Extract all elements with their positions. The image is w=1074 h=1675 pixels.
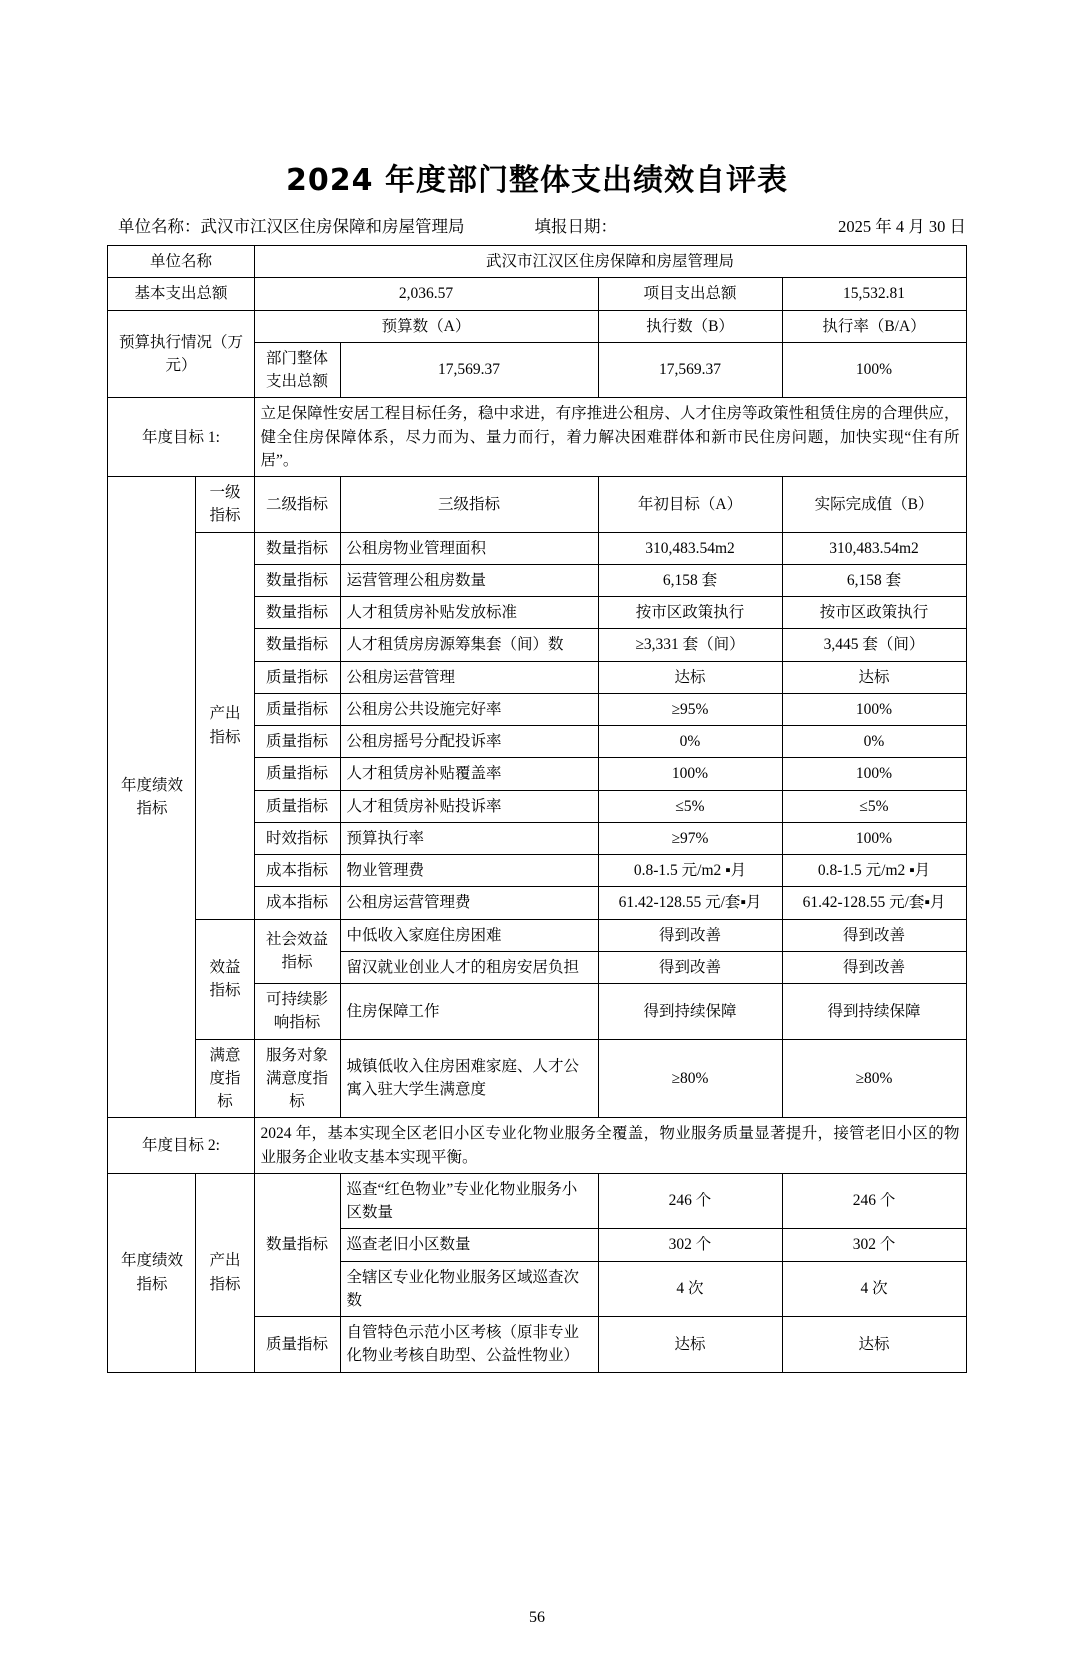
table-row bbox=[108, 246, 966, 278]
budget-col-a: 预算数（A） bbox=[254, 310, 598, 342]
actual-cell: 得到改善 bbox=[782, 919, 966, 951]
col-header-level3: 三级指标 bbox=[340, 477, 598, 533]
col-header-target: 年初目标（A） bbox=[598, 477, 782, 533]
level3-cell: 人才租赁房补贴发放标准 bbox=[340, 597, 598, 629]
target-cell: 6,158 套 bbox=[598, 564, 782, 596]
target-cell: 310,483.54m2 bbox=[598, 532, 782, 564]
dept-total-a: 17,569.37 bbox=[340, 342, 598, 398]
level3-cell: 全辖区专业化物业服务区域巡查次数 bbox=[340, 1261, 598, 1317]
level2-cell: 数量指标 bbox=[254, 532, 340, 564]
target-cell: ≥3,331 套（间） bbox=[598, 629, 782, 661]
table-row bbox=[108, 1173, 966, 1229]
target-cell: 0.8-1.5 元/m2 ▪月 bbox=[598, 855, 782, 887]
budget-col-b: 执行数（B） bbox=[598, 310, 782, 342]
actual-cell: 100% bbox=[782, 758, 966, 790]
target-cell: 得到持续保障 bbox=[598, 984, 782, 1040]
level2-cell: 时效指标 bbox=[254, 822, 340, 854]
document-page bbox=[0, 155, 1074, 1675]
target-cell: ≥97% bbox=[598, 822, 782, 854]
actual-cell: 得到改善 bbox=[782, 951, 966, 983]
level3-cell: 人才租赁房补贴覆盖率 bbox=[340, 758, 598, 790]
target-cell: 按市区政策执行 bbox=[598, 597, 782, 629]
annual-goal-2-text: 2024 年，基本实现全区老旧小区专业化物业服务全覆盖，物业服务质量显著提升，接管老旧小区的物业服务企业收支基本实现平衡。 bbox=[254, 1118, 966, 1174]
level2-cell: 质量指标 bbox=[254, 661, 340, 693]
target-cell: 4 次 bbox=[598, 1261, 782, 1317]
level2-cell: 成本指标 bbox=[254, 887, 340, 919]
target-cell: 达标 bbox=[598, 661, 782, 693]
actual-cell: ≥80% bbox=[782, 1039, 966, 1118]
actual-cell: 达标 bbox=[782, 1317, 966, 1373]
level3-cell: 运营管理公租房数量 bbox=[340, 564, 598, 596]
actual-cell: 0.8-1.5 元/m2 ▪月 bbox=[782, 855, 966, 887]
output-indicator-label: 产出指标 bbox=[196, 532, 254, 919]
col-header-level1: 一级指标 bbox=[196, 477, 254, 533]
level3-cell: 自管特色示范小区考核（原非专业化物业考核自助型、公益性物业） bbox=[340, 1317, 598, 1373]
page-number: 56 bbox=[529, 1609, 545, 1626]
actual-cell: 100% bbox=[782, 693, 966, 725]
level3-cell: 公租房摇号分配投诉率 bbox=[340, 726, 598, 758]
level3-cell: 预算执行率 bbox=[340, 822, 598, 854]
budget-col-ba: 执行率（B/A） bbox=[782, 310, 966, 342]
actual-cell: 得到持续保障 bbox=[782, 984, 966, 1040]
table-row bbox=[108, 398, 966, 477]
basic-expense-label: 基本支出总额 bbox=[108, 278, 254, 310]
annual-goal-2-label: 年度目标 2: bbox=[108, 1118, 254, 1174]
level3-cell: 人才租赁房房源筹集套（间）数 bbox=[340, 629, 598, 661]
dept-total-rate: 100% bbox=[782, 342, 966, 398]
level2-cell: 质量指标 bbox=[254, 790, 340, 822]
level2-cell: 成本指标 bbox=[254, 855, 340, 887]
table-row bbox=[108, 310, 966, 342]
level3-cell: 巡查老旧小区数量 bbox=[340, 1229, 598, 1261]
level3-cell: 公租房公共设施完好率 bbox=[340, 693, 598, 725]
level3-cell: 住房保障工作 bbox=[340, 984, 598, 1040]
dept-total-b: 17,569.37 bbox=[598, 342, 782, 398]
actual-cell: 100% bbox=[782, 822, 966, 854]
budget-exec-label: 预算执行情况（万元） bbox=[108, 310, 254, 398]
actual-cell: 0% bbox=[782, 726, 966, 758]
level3-cell: 公租房运营管理 bbox=[340, 661, 598, 693]
level3-cell: 巡查“红色物业”专业化物业服务小区数量 bbox=[340, 1173, 598, 1229]
satisfaction-indicator-label: 满意度指标 bbox=[196, 1039, 254, 1118]
col-header-actual: 实际完成值（B） bbox=[782, 477, 966, 533]
target-cell: 302 个 bbox=[598, 1229, 782, 1261]
basic-expense-value: 2,036.57 bbox=[254, 278, 598, 310]
target-cell: 61.42-128.55 元/套▪月 bbox=[598, 887, 782, 919]
level2-cell: 社会效益指标 bbox=[254, 919, 340, 984]
level3-cell: 中低收入家庭住房困难 bbox=[340, 919, 598, 951]
level2-cell: 可持续影响指标 bbox=[254, 984, 340, 1040]
actual-cell: 达标 bbox=[782, 661, 966, 693]
actual-cell: 302 个 bbox=[782, 1229, 966, 1261]
unit-name-cell-value: 武汉市江汉区住房保障和房屋管理局 bbox=[254, 246, 966, 278]
dept-total-label: 部门整体支出总额 bbox=[254, 342, 340, 398]
level2-cell: 服务对象满意度指标 bbox=[254, 1039, 340, 1118]
target-cell: 246 个 bbox=[598, 1173, 782, 1229]
actual-cell: 246 个 bbox=[782, 1173, 966, 1229]
target-cell: ≥80% bbox=[598, 1039, 782, 1118]
table-row bbox=[108, 1039, 966, 1118]
project-expense-value: 15,532.81 bbox=[782, 278, 966, 310]
level3-cell: 人才租赁房补贴投诉率 bbox=[340, 790, 598, 822]
annual-goal-1-label: 年度目标 1: bbox=[108, 398, 254, 477]
target-cell: 得到改善 bbox=[598, 919, 782, 951]
table-row bbox=[108, 278, 966, 310]
unit-name-label: 单位名称： bbox=[118, 217, 201, 236]
table-row bbox=[108, 532, 966, 564]
table-row bbox=[108, 919, 966, 951]
target-cell: 100% bbox=[598, 758, 782, 790]
level2-cell: 数量指标 bbox=[254, 564, 340, 596]
target-cell: ≥95% bbox=[598, 693, 782, 725]
report-date-value: 2025 年 4 月 30 日 bbox=[838, 217, 966, 236]
target-cell: 得到改善 bbox=[598, 951, 782, 983]
report-date-label: 填报日期： bbox=[534, 217, 617, 236]
performance-table bbox=[107, 245, 966, 1373]
level2-cell: 质量指标 bbox=[254, 758, 340, 790]
level2-cell: 数量指标 bbox=[254, 1173, 340, 1316]
actual-cell: 按市区政策执行 bbox=[782, 597, 966, 629]
page-title: 2024 年度部门整体支出绩效自评表 bbox=[286, 163, 788, 198]
unit-name-cell-label: 单位名称 bbox=[108, 246, 254, 278]
unit-name-value: 武汉市江汉区住房保障和房屋管理局 bbox=[200, 217, 465, 236]
table-row bbox=[108, 477, 966, 533]
level3-cell: 公租房物业管理面积 bbox=[340, 532, 598, 564]
level3-cell: 城镇低收入住房困难家庭、人才公寓入驻大学生满意度 bbox=[340, 1039, 598, 1118]
target-cell: ≤5% bbox=[598, 790, 782, 822]
actual-cell: 4 次 bbox=[782, 1261, 966, 1317]
actual-cell: 3,445 套（间） bbox=[782, 629, 966, 661]
level3-cell: 公租房运营管理费 bbox=[340, 887, 598, 919]
actual-cell: 6,158 套 bbox=[782, 564, 966, 596]
level2-cell: 数量指标 bbox=[254, 629, 340, 661]
actual-cell: 310,483.54m2 bbox=[782, 532, 966, 564]
level3-cell: 物业管理费 bbox=[340, 855, 598, 887]
table-row bbox=[108, 1118, 966, 1174]
target-cell: 0% bbox=[598, 726, 782, 758]
col-header-level2: 二级指标 bbox=[254, 477, 340, 533]
level2-cell: 质量指标 bbox=[254, 726, 340, 758]
annual-indicators-label: 年度绩效指标 bbox=[108, 477, 196, 1118]
level2-cell: 质量指标 bbox=[254, 1317, 340, 1373]
actual-cell: 61.42-128.55 元/套▪月 bbox=[782, 887, 966, 919]
actual-cell: ≤5% bbox=[782, 790, 966, 822]
project-expense-label: 项目支出总额 bbox=[598, 278, 782, 310]
target-cell: 达标 bbox=[598, 1317, 782, 1373]
meta-row bbox=[118, 213, 966, 237]
level2-cell: 质量指标 bbox=[254, 693, 340, 725]
annual-goal-1-text: 立足保障性安居工程目标任务，稳中求进，有序推进公租房、人才住房等政策性租赁住房的合理供应，健全住房保障体系，尽力而为、量力而行，着力解决困难群体和新市民住房问题，加快实现“住有所居”。 bbox=[254, 398, 966, 477]
level3-cell: 留汉就业创业人才的租房安居负担 bbox=[340, 951, 598, 983]
annual-indicators-label-2: 年度绩效指标 bbox=[108, 1173, 196, 1372]
level2-cell: 数量指标 bbox=[254, 597, 340, 629]
benefit-indicator-label: 效益指标 bbox=[196, 919, 254, 1039]
output-indicator-label-2: 产出指标 bbox=[196, 1173, 254, 1372]
